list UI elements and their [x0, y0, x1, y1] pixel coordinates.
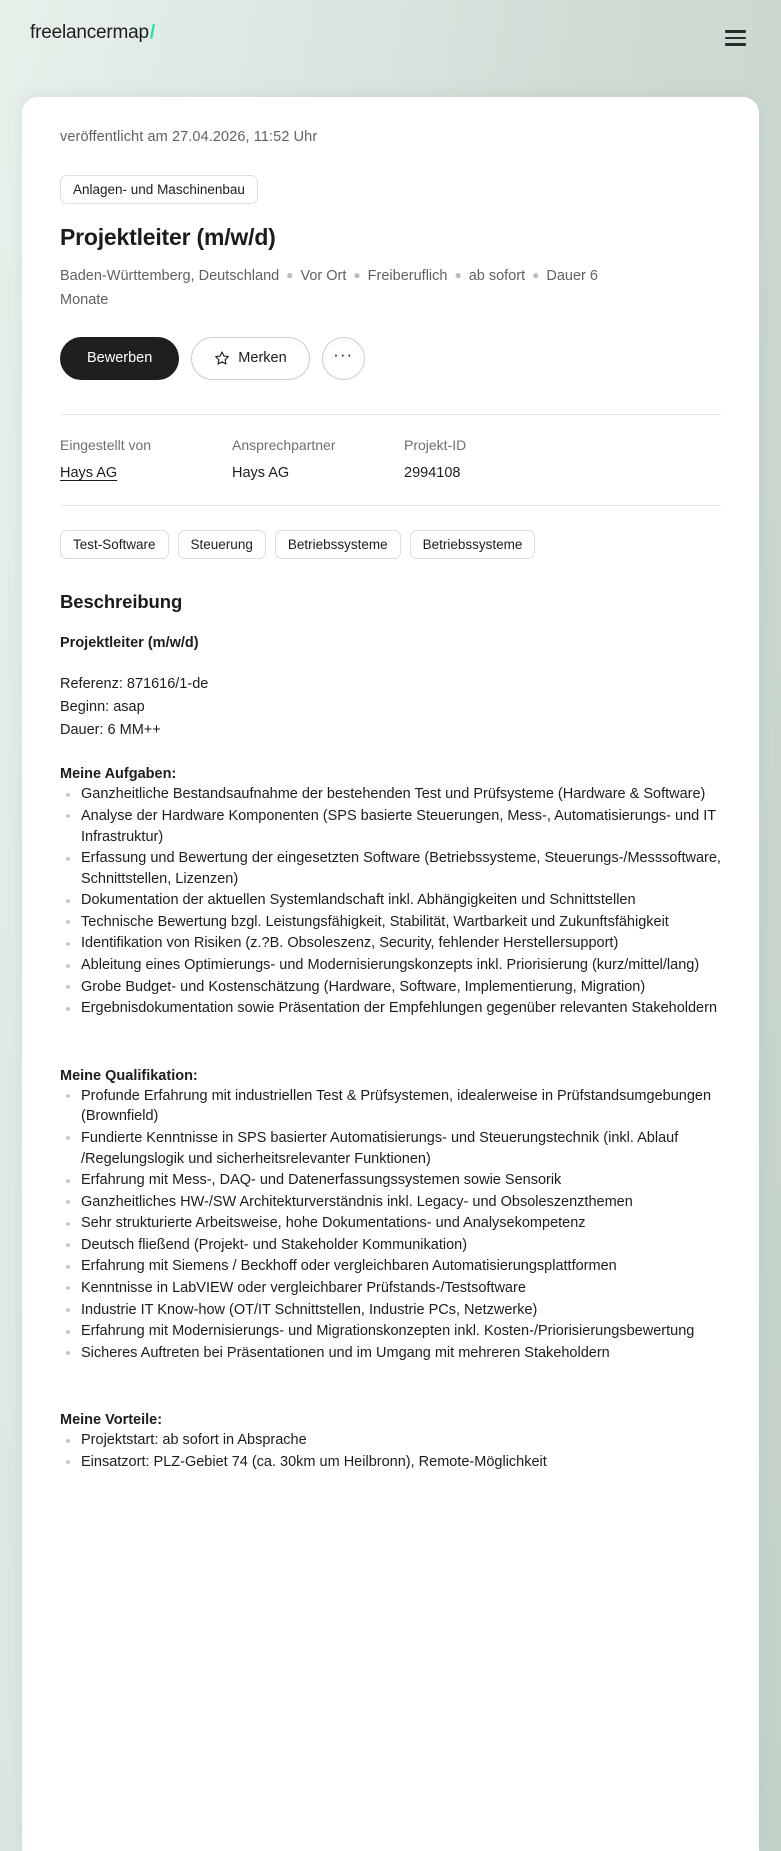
meta-separator-dot-icon: ● — [286, 268, 294, 283]
description-fact: Referenz: 871616/1-de — [60, 675, 209, 692]
list-item: Kenntnisse in LabVIEW oder vergleichbarer Prüfstands-/Testsoftware — [64, 1278, 721, 1299]
list-item: Erfahrung mit Siemens / Beckhoff oder vergleichbaren Automatisierungsplattformen — [64, 1256, 721, 1277]
list-item: Ganzheitliches HW-/SW Architekturverständnis inkl. Legacy- und Obsoleszenzthemen — [64, 1192, 721, 1213]
list-item: Grobe Budget- und Kostenschätzung (Hardware, Software, Implementierung, Migration) — [64, 977, 721, 998]
brand-name: freelancermap — [30, 22, 149, 43]
list-item: Erfassung und Bewertung der eingesetzten Software (Betriebssysteme, Steuerungs-/Messsoftware, Schnittstellen, Lizenzen) — [64, 848, 721, 889]
list-item: Analyse der Hardware Komponenten (SPS basierte Steuerungen, Mess-, Automatisierungs- und IT Infrastruktur) — [64, 806, 721, 847]
published-date: veröffentlicht am 27.04.2026, 11:52 Uhr — [60, 129, 318, 145]
list-item: Technische Bewertung bzgl. Leistungsfähigkeit, Stabilität, Wartbarkeit und Zukunftsfähigkeit — [64, 912, 721, 933]
list-item: Fundierte Kenntnisse in SPS basierter Automatisierungs- und Steuerungstechnik (inkl. Ablauf /Regelungslogik und sicherheitsrelevanter Funktionen) — [64, 1128, 721, 1169]
meta-separator-dot-icon: ● — [353, 268, 361, 283]
project-meta — [60, 265, 620, 313]
project-card — [22, 97, 759, 1851]
skill-tag[interactable]: Betriebssysteme — [275, 530, 401, 559]
qualification-list — [64, 1086, 721, 1364]
list-item: Deutsch fließend (Projekt- und Stakeholder Kommunikation) — [64, 1235, 721, 1256]
meta-item: Baden-Württemberg, Deutschland — [60, 268, 280, 284]
list-item: Industrie IT Know-how (OT/IT Schnittstellen, Industrie PCs, Netzwerke) — [64, 1300, 721, 1321]
description-fact: Dauer: 6 MM++ — [60, 722, 161, 739]
list-item: Erfahrung mit Mess-, DAQ- und Datenerfassungssystemen sowie Sensorik — [64, 1170, 721, 1191]
project-info-row — [60, 415, 721, 505]
qualification-heading: Meine Qualifikation: — [60, 1067, 198, 1084]
info-value-project-id: 2994108 — [404, 464, 461, 481]
tasks-heading: Meine Aufgaben: — [60, 766, 177, 783]
meta-item: Dauer 6 Monate — [60, 268, 598, 308]
list-item: Sehr strukturierte Arbeitsweise, hohe Dokumentations- und Analysekompetenz — [64, 1213, 721, 1234]
list-item: Identifikation von Risiken (z.?B. Obsoleszenz, Security, fehlender Herstellersupport) — [64, 933, 721, 954]
skill-tag[interactable]: Test-Software — [60, 530, 169, 559]
skill-tag[interactable]: Betriebssysteme — [410, 530, 536, 559]
hamburger-menu-icon[interactable] — [725, 25, 751, 51]
meta-separator-dot-icon: ● — [532, 268, 540, 283]
spacer-3 — [60, 1364, 721, 1388]
skill-tag[interactable]: Steuerung — [178, 530, 266, 559]
spacer-2b — [60, 1044, 721, 1068]
meta-item: Vor Ort — [300, 268, 347, 284]
list-item: Profunde Erfahrung mit industriellen Test & Prüfsystemen, idealerweise in Prüfstandsumgebungen (Brownfield) — [64, 1086, 721, 1127]
star-icon — [214, 350, 230, 366]
info-value-company-link[interactable]: Hays AG — [60, 464, 118, 481]
brand-slash-icon: / — [149, 22, 155, 43]
spacer-1 — [60, 742, 721, 766]
more-options-button[interactable] — [322, 337, 365, 380]
menu-bar-1 — [725, 30, 746, 33]
ellipsis-icon: ··· — [333, 344, 354, 364]
info-label: Projekt-ID — [404, 436, 467, 453]
meta-separator-dot-icon: ● — [454, 268, 462, 283]
benefits-heading: Meine Vorteile: — [60, 1412, 163, 1429]
info-value-contact: Hays AG — [232, 464, 290, 481]
apply-button[interactable]: Bewerben — [60, 337, 179, 380]
list-item: Sicheres Auftreten bei Präsentationen und im Umgang mit mehreren Stakeholdern — [64, 1343, 721, 1364]
info-label: Eingestellt von — [60, 436, 152, 453]
list-item: Ganzheitliche Bestandsaufnahme der bestehenden Test und Prüfsysteme (Hardware & Software) — [64, 784, 721, 805]
info-label: Ansprechpartner — [232, 436, 336, 453]
meta-item: ab sofort — [468, 268, 526, 284]
site-header — [0, 0, 781, 97]
description-job-title: Projektleiter (m/w/d) — [60, 634, 199, 651]
tasks-list — [64, 784, 721, 1018]
menu-bar-3 — [725, 43, 746, 46]
bookmark-button[interactable] — [191, 337, 309, 380]
benefits-list — [64, 1430, 721, 1472]
description-heading: Beschreibung — [60, 590, 183, 612]
info-col-project-id — [404, 437, 721, 481]
menu-bar-2 — [725, 37, 746, 40]
list-item: Dokumentation der aktuellen Systemlandschaft inkl. Abhängigkeiten und Schnittstellen — [64, 890, 721, 911]
spacer-3b — [60, 1388, 721, 1412]
action-bar — [60, 337, 721, 380]
list-item: Einsatzort: PLZ-Gebiet 74 (ca. 30km um Heilbronn), Remote-Möglichkeit — [64, 1452, 721, 1473]
list-item: Erfahrung mit Modernisierungs- und Migrationskonzepten inkl. Kosten-/Priorisierungsbewertung — [64, 1321, 721, 1342]
meta-item: Freiberuflich — [367, 268, 448, 284]
bookmark-label: Merken — [238, 350, 287, 367]
list-item: Ergebnisdokumentation sowie Präsentation der Empfehlungen gegenüber relevanten Stakeholdern — [64, 998, 721, 1019]
info-col-posted-by — [60, 437, 232, 481]
skill-tag-list — [60, 506, 721, 559]
list-item: Ableitung eines Optimierungs- und Modernisierungskonzepts inkl. Priorisierung (kurz/mittel/lang) — [64, 955, 721, 976]
brand-logo[interactable] — [30, 22, 155, 44]
info-col-contact — [232, 437, 404, 481]
category-chip[interactable]: Anlagen- und Maschinenbau — [60, 175, 258, 204]
spacer-2 — [60, 1020, 721, 1044]
list-item: Projektstart: ab sofort in Absprache — [64, 1430, 721, 1451]
page-title: Projektleiter (m/w/d) — [60, 224, 276, 250]
description-fact: Beginn: asap — [60, 699, 145, 716]
description-facts — [60, 673, 721, 743]
